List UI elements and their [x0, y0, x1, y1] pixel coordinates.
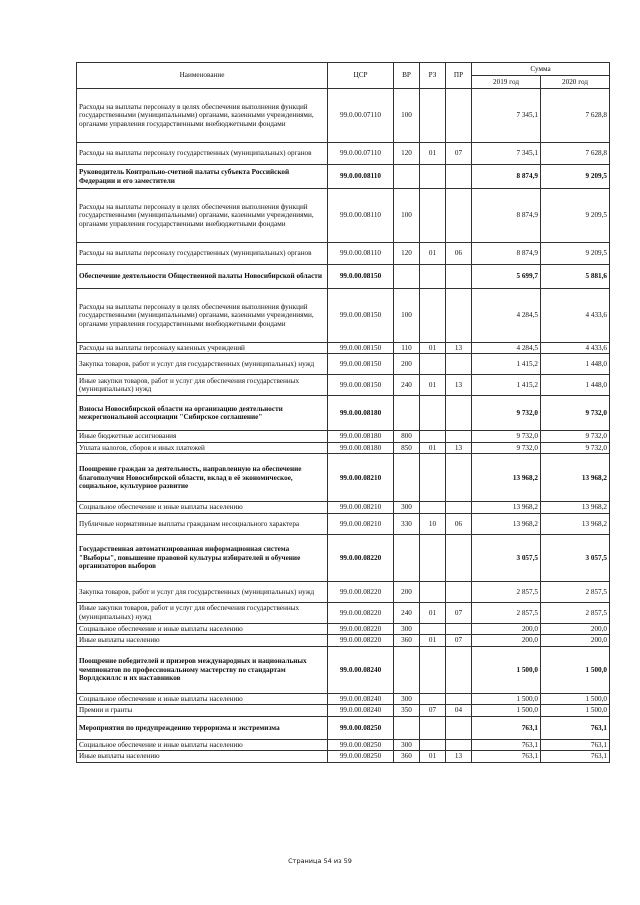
cell-rz: 01 — [420, 602, 446, 623]
cell-pr — [446, 165, 472, 189]
cell-csr: 99.0.00.08220 — [328, 581, 394, 602]
cell-pr: 13 — [446, 442, 472, 453]
cell-vr: 110 — [394, 343, 420, 354]
table-row — [77, 502, 610, 513]
cell-rz: 01 — [420, 343, 446, 354]
cell-vr: 120 — [394, 243, 420, 265]
cell-name: Социальное обеспечение и иные выплаты населению — [77, 502, 328, 513]
table-row — [77, 581, 610, 602]
table-row — [77, 354, 610, 375]
table-row — [77, 289, 610, 343]
cell-vr: 800 — [394, 431, 420, 442]
cell-csr: 99.0.00.07110 — [328, 143, 394, 165]
cell-name: Социальное обеспечение и иные выплаты населению — [77, 739, 328, 750]
cell-name: Поощрение граждан за деятельность, направленную на обеспечение благополучия Новосибирской области, вклад в её экономическое, социальное, культурное развитие — [77, 454, 328, 502]
cell-name: Взносы Новосибирской области на организацию деятельности межрегиональной ассоциации "Сибирское соглашение" — [77, 396, 328, 431]
table-row — [77, 442, 610, 453]
cell-pr — [446, 693, 472, 704]
cell-name: Иные закупки товаров, работ и услуг для обеспечения государственных (муниципальных) нужд — [77, 602, 328, 623]
cell-pr — [446, 646, 472, 693]
cell-rz — [420, 693, 446, 704]
cell-csr: 99.0.00.08240 — [328, 646, 394, 693]
budget-page — [76, 62, 609, 763]
cell-2020: 200,0 — [541, 635, 610, 646]
cell-vr: 850 — [394, 442, 420, 453]
cell-csr: 99.0.00.08110 — [328, 243, 394, 265]
cell-2020: 200,0 — [541, 623, 610, 634]
cell-rz — [420, 716, 446, 739]
cell-csr: 99.0.00.08250 — [328, 751, 394, 762]
table-row — [77, 705, 610, 716]
table-row — [77, 693, 610, 704]
cell-2019: 3 057,5 — [472, 534, 541, 581]
cell-csr: 99.0.00.08220 — [328, 534, 394, 581]
cell-rz — [420, 534, 446, 581]
cell-pr: 13 — [446, 343, 472, 354]
cell-vr: 200 — [394, 581, 420, 602]
header-vr: ВР — [394, 63, 420, 89]
cell-rz — [420, 454, 446, 502]
cell-vr — [394, 396, 420, 431]
cell-pr — [446, 502, 472, 513]
cell-name: Руководитель Контрольно-счетной палаты субъекта Российской Федерации и его заместители — [77, 165, 328, 189]
cell-name: Расходы на выплаты персоналу в целях обеспечения выполнения функций государственными (муниципальными) органами, казенными учреждениями, органами управления государственными внебюджетными фондами — [77, 89, 328, 143]
cell-2020: 2 857,5 — [541, 581, 610, 602]
cell-rz — [420, 165, 446, 189]
cell-name: Премии и гранты — [77, 705, 328, 716]
cell-csr: 99.0.00.08220 — [328, 623, 394, 634]
header-rz: РЗ — [420, 63, 446, 89]
table-row — [77, 143, 610, 165]
cell-2019: 1 415,2 — [472, 354, 541, 375]
cell-name: Государственная автоматизированная информационная система "Выборы", повышение правовой культуры избирателей и обучение организаторов выборов — [77, 534, 328, 581]
table-row — [77, 396, 610, 431]
cell-csr: 99.0.00.08240 — [328, 705, 394, 716]
table-row — [77, 623, 610, 634]
cell-2019: 5 699,7 — [472, 265, 541, 289]
cell-rz — [420, 265, 446, 289]
table-row — [77, 343, 610, 354]
cell-rz — [420, 646, 446, 693]
cell-2019: 13 968,2 — [472, 513, 541, 534]
cell-pr — [446, 289, 472, 343]
cell-csr: 99.0.00.08150 — [328, 354, 394, 375]
cell-2020: 1 500,0 — [541, 705, 610, 716]
cell-2020: 763,1 — [541, 751, 610, 762]
cell-name: Расходы на выплаты персоналу казенных учреждений — [77, 343, 328, 354]
cell-csr: 99.0.00.08220 — [328, 602, 394, 623]
cell-csr: 99.0.00.08150 — [328, 265, 394, 289]
header-2020: 2020 год — [541, 76, 610, 89]
cell-rz — [420, 502, 446, 513]
cell-2019: 4 284,5 — [472, 343, 541, 354]
cell-2019: 1 500,0 — [472, 705, 541, 716]
cell-2019: 1 415,2 — [472, 375, 541, 396]
cell-vr: 100 — [394, 89, 420, 143]
cell-2019: 13 968,2 — [472, 454, 541, 502]
page-number: Страница 54 из 59 — [288, 857, 352, 865]
cell-2020: 5 881,6 — [541, 265, 610, 289]
cell-rz — [420, 623, 446, 634]
cell-2020: 9 209,5 — [541, 243, 610, 265]
cell-rz: 01 — [420, 375, 446, 396]
cell-2020: 9 209,5 — [541, 189, 610, 243]
cell-rz — [420, 289, 446, 343]
cell-vr — [394, 454, 420, 502]
cell-csr: 99.0.00.08180 — [328, 431, 394, 442]
cell-2020: 13 968,2 — [541, 513, 610, 534]
budget-table — [76, 62, 610, 763]
cell-2019: 7 345,1 — [472, 89, 541, 143]
cell-2019: 13 968,2 — [472, 502, 541, 513]
table-row — [77, 243, 610, 265]
cell-vr: 300 — [394, 739, 420, 750]
cell-pr — [446, 89, 472, 143]
table-row — [77, 454, 610, 502]
cell-vr: 360 — [394, 751, 420, 762]
cell-csr: 99.0.00.08180 — [328, 442, 394, 453]
cell-pr: 07 — [446, 143, 472, 165]
cell-pr: 13 — [446, 375, 472, 396]
cell-rz: 01 — [420, 243, 446, 265]
header-sum: Сумма — [472, 63, 610, 76]
cell-2020: 3 057,5 — [541, 534, 610, 581]
cell-2019: 200,0 — [472, 623, 541, 634]
cell-rz — [420, 581, 446, 602]
cell-vr — [394, 534, 420, 581]
cell-pr — [446, 265, 472, 289]
cell-2020: 9 732,0 — [541, 431, 610, 442]
cell-2020: 7 628,8 — [541, 89, 610, 143]
cell-pr: 07 — [446, 635, 472, 646]
cell-2019: 2 857,5 — [472, 581, 541, 602]
cell-2020: 13 968,2 — [541, 454, 610, 502]
table-row — [77, 513, 610, 534]
cell-pr — [446, 716, 472, 739]
cell-name: Иные выплаты населению — [77, 751, 328, 762]
cell-2019: 763,1 — [472, 751, 541, 762]
cell-csr: 99.0.00.08210 — [328, 513, 394, 534]
table-row — [77, 265, 610, 289]
cell-2020: 9 732,0 — [541, 396, 610, 431]
table-body — [77, 89, 610, 763]
cell-2020: 1 448,0 — [541, 354, 610, 375]
cell-name: Обеспечение деятельности Общественной палаты Новосибирской области — [77, 265, 328, 289]
cell-csr: 99.0.00.08150 — [328, 289, 394, 343]
cell-2020: 7 628,8 — [541, 143, 610, 165]
cell-vr: 200 — [394, 354, 420, 375]
cell-2019: 763,1 — [472, 739, 541, 750]
cell-vr: 240 — [394, 375, 420, 396]
cell-pr: 07 — [446, 602, 472, 623]
cell-pr — [446, 623, 472, 634]
cell-vr: 350 — [394, 705, 420, 716]
table-row — [77, 751, 610, 762]
cell-name: Расходы на выплаты персоналу государственных (муниципальных) органов — [77, 243, 328, 265]
cell-name: Поощрение победителей и призеров международных и национальных чемпионатов по профессиональному мастерству по стандартам Ворлдскиллс и их наставников — [77, 646, 328, 693]
cell-vr: 120 — [394, 143, 420, 165]
header-csr: ЦСР — [328, 63, 394, 89]
cell-pr: 13 — [446, 751, 472, 762]
cell-rz: 07 — [420, 705, 446, 716]
cell-vr: 100 — [394, 189, 420, 243]
table-row — [77, 739, 610, 750]
header-name: Наименование — [77, 63, 328, 89]
cell-rz: 01 — [420, 751, 446, 762]
table-header — [77, 63, 610, 89]
cell-name: Социальное обеспечение и иные выплаты населению — [77, 623, 328, 634]
cell-rz: 10 — [420, 513, 446, 534]
cell-2020: 4 433,6 — [541, 343, 610, 354]
cell-csr: 99.0.00.08210 — [328, 502, 394, 513]
table-row — [77, 602, 610, 623]
cell-vr — [394, 646, 420, 693]
cell-pr — [446, 354, 472, 375]
cell-vr: 330 — [394, 513, 420, 534]
table-row — [77, 646, 610, 693]
cell-csr: 99.0.00.08180 — [328, 396, 394, 431]
cell-2019: 763,1 — [472, 716, 541, 739]
table-row — [77, 431, 610, 442]
cell-2019: 8 874,9 — [472, 243, 541, 265]
cell-pr — [446, 739, 472, 750]
cell-2020: 763,1 — [541, 739, 610, 750]
table-row — [77, 716, 610, 739]
cell-csr: 99.0.00.08150 — [328, 375, 394, 396]
cell-2019: 1 500,0 — [472, 693, 541, 704]
cell-vr: 300 — [394, 623, 420, 634]
cell-2019: 200,0 — [472, 635, 541, 646]
cell-2020: 9 732,0 — [541, 442, 610, 453]
cell-csr: 99.0.00.08240 — [328, 693, 394, 704]
cell-2020: 2 857,5 — [541, 602, 610, 623]
cell-pr — [446, 189, 472, 243]
cell-name: Иные бюджетные ассигнования — [77, 431, 328, 442]
table-row — [77, 165, 610, 189]
cell-rz — [420, 739, 446, 750]
cell-name: Социальное обеспечение и иные выплаты населению — [77, 693, 328, 704]
cell-name: Иные закупки товаров, работ и услуг для обеспечения государственных (муниципальных) нужд — [77, 375, 328, 396]
cell-rz — [420, 89, 446, 143]
cell-vr: 100 — [394, 289, 420, 343]
cell-rz — [420, 354, 446, 375]
cell-name: Расходы на выплаты персоналу в целях обеспечения выполнения функций государственными (муниципальными) органами, казенными учреждениями, органами управления государственными внебюджетными фондами — [77, 189, 328, 243]
cell-pr: 04 — [446, 705, 472, 716]
cell-2019: 8 874,9 — [472, 165, 541, 189]
cell-name: Расходы на выплаты персоналу государственных (муниципальных) органов — [77, 143, 328, 165]
cell-vr — [394, 716, 420, 739]
cell-rz — [420, 396, 446, 431]
table-row — [77, 635, 610, 646]
cell-2020: 9 209,5 — [541, 165, 610, 189]
cell-2020: 4 433,6 — [541, 289, 610, 343]
header-2019: 2019 год — [472, 76, 541, 89]
cell-2019: 1 500,0 — [472, 646, 541, 693]
table-row — [77, 89, 610, 143]
cell-csr: 99.0.00.08250 — [328, 739, 394, 750]
header-pr: ПР — [446, 63, 472, 89]
cell-csr: 99.0.00.08210 — [328, 454, 394, 502]
cell-name: Мероприятия по предупреждению терроризма и экстремизма — [77, 716, 328, 739]
cell-2019: 2 857,5 — [472, 602, 541, 623]
cell-name: Публичные нормативные выплаты гражданам несоциального характера — [77, 513, 328, 534]
cell-vr: 360 — [394, 635, 420, 646]
cell-pr: 06 — [446, 513, 472, 534]
cell-name: Расходы на выплаты персоналу в целях обеспечения выполнения функций государственными (муниципальными) органами, казенными учреждениями, органами управления государственными внебюджетными фондами — [77, 289, 328, 343]
cell-pr — [446, 534, 472, 581]
cell-vr: 300 — [394, 693, 420, 704]
cell-vr: 300 — [394, 502, 420, 513]
cell-2019: 9 732,0 — [472, 442, 541, 453]
cell-2020: 1 500,0 — [541, 646, 610, 693]
cell-2020: 1 448,0 — [541, 375, 610, 396]
cell-2019: 8 874,9 — [472, 189, 541, 243]
cell-csr: 99.0.00.08150 — [328, 343, 394, 354]
cell-2020: 763,1 — [541, 716, 610, 739]
cell-2019: 4 284,5 — [472, 289, 541, 343]
cell-vr — [394, 265, 420, 289]
table-row — [77, 534, 610, 581]
cell-csr: 99.0.00.08110 — [328, 189, 394, 243]
cell-pr — [446, 431, 472, 442]
table-row — [77, 375, 610, 396]
cell-pr — [446, 396, 472, 431]
cell-pr: 06 — [446, 243, 472, 265]
cell-2019: 9 732,0 — [472, 431, 541, 442]
cell-csr: 99.0.00.08250 — [328, 716, 394, 739]
cell-rz — [420, 189, 446, 243]
cell-vr — [394, 165, 420, 189]
cell-2019: 9 732,0 — [472, 396, 541, 431]
cell-2020: 1 500,0 — [541, 693, 610, 704]
cell-name: Иные выплаты населению — [77, 635, 328, 646]
cell-csr: 99.0.00.07110 — [328, 89, 394, 143]
cell-csr: 99.0.00.08220 — [328, 635, 394, 646]
cell-name: Закупка товаров, работ и услуг для государственных (муниципальных) нужд — [77, 581, 328, 602]
table-row — [77, 189, 610, 243]
cell-pr — [446, 581, 472, 602]
cell-name: Закупка товаров, работ и услуг для государственных (муниципальных) нужд — [77, 354, 328, 375]
cell-rz: 01 — [420, 143, 446, 165]
cell-rz — [420, 431, 446, 442]
cell-pr — [446, 454, 472, 502]
cell-rz: 01 — [420, 635, 446, 646]
cell-name: Уплата налогов, сборов и иных платежей — [77, 442, 328, 453]
cell-2020: 13 968,2 — [541, 502, 610, 513]
cell-csr: 99.0.00.08110 — [328, 165, 394, 189]
cell-rz: 01 — [420, 442, 446, 453]
cell-vr: 240 — [394, 602, 420, 623]
cell-2019: 7 345,1 — [472, 143, 541, 165]
